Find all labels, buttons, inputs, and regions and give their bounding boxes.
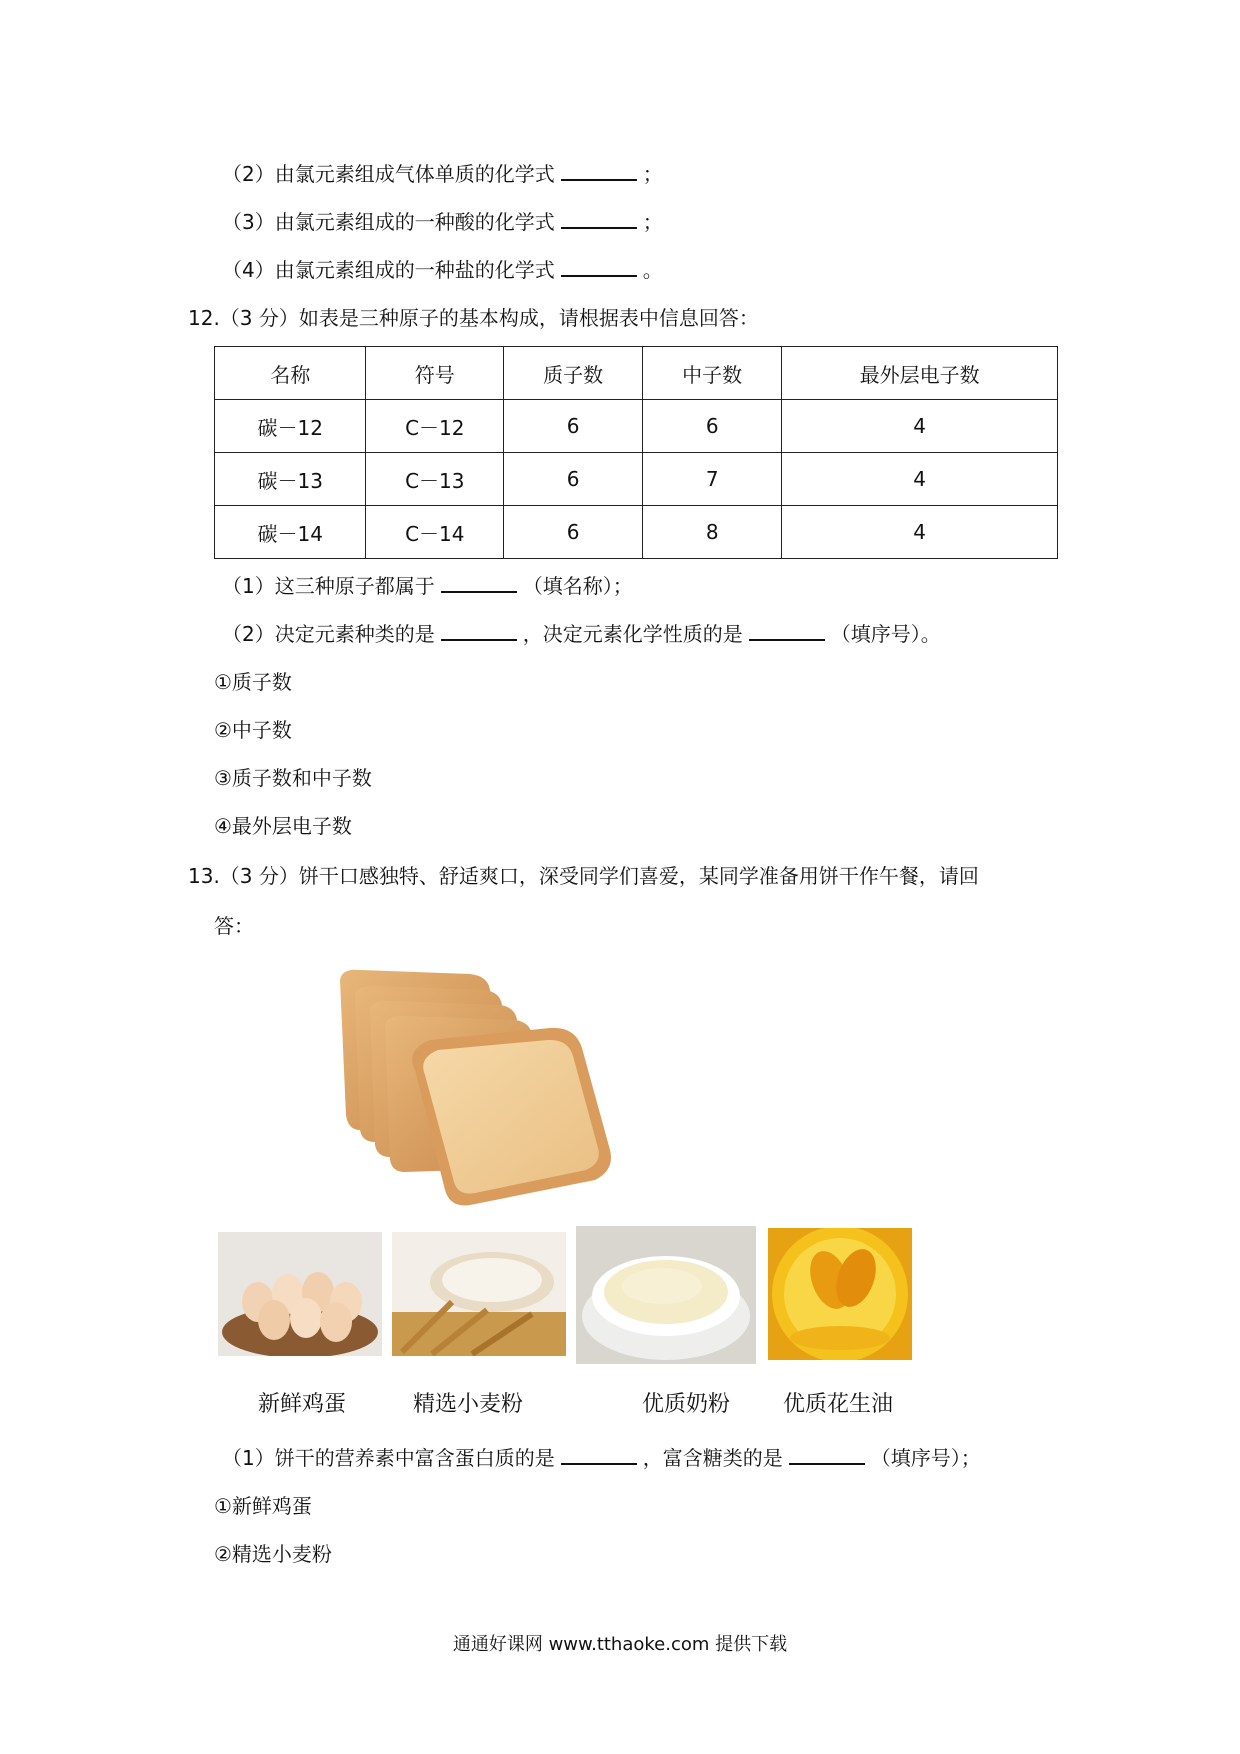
table-cell: 6 [504,506,643,559]
q12-sub2: （2）决定元素种类的是 ，决定元素化学性质的是 （填序号）。 [222,622,941,646]
table-cell: 碳－13 [215,453,366,506]
q13-option-1: ①新鲜鸡蛋 [214,1494,312,1518]
table-header-cell: 中子数 [643,347,782,400]
caption-peanut-oil: 优质花生油 [783,1392,894,1417]
q13-option-2: ②精选小麦粉 [214,1542,332,1566]
table-cell: C－14 [366,506,504,559]
q12-stem: 12.（3 分）如表是三种原子的基本构成，请根据表中信息回答： [188,306,759,330]
table-row [215,453,1058,506]
table-cell: 7 [643,453,782,506]
q12-option-2: ②中子数 [214,718,292,742]
q11-item-3: （3）由氯元素组成的一种酸的化学式 ； [222,210,663,234]
table-row [215,400,1058,453]
wheat-flour-image [392,1232,566,1356]
table-cell: 4 [782,400,1058,453]
answer-blank[interactable] [561,161,637,181]
table-header-cell: 质子数 [504,347,643,400]
q13-stem-line1: 13.（3 分）饼干口感独特、舒适爽口，深受同学们喜爱，某同学准备用饼干作午餐，请回 [188,864,979,888]
answer-blank[interactable] [561,257,637,277]
answer-blank[interactable] [789,1445,865,1465]
table-cell: 碳－12 [215,400,366,453]
table-cell: C－12 [366,400,504,453]
answer-blank[interactable] [749,621,825,641]
eggs-image [218,1232,382,1356]
q12-option-4: ④最外层电子数 [214,814,352,838]
q13-stem-line2: 答： [214,914,254,938]
q12-option-3: ③质子数和中子数 [214,766,372,790]
table-header-row [215,347,1058,400]
caption-milk-powder: 优质奶粉 [642,1392,731,1417]
q12-sub1: （1）这三种原子都属于 （填名称）； [222,574,633,598]
table-cell: 8 [643,506,782,559]
answer-blank[interactable] [441,621,517,641]
answer-blank[interactable] [561,1445,637,1465]
table-row [215,506,1058,559]
milk-powder-image [576,1226,756,1364]
atom-table [214,346,1058,559]
biscuit-image [320,960,640,1220]
page-footer: 通通好课网 www.tthaoke.com 提供下载 [452,1634,788,1655]
table-header-cell: 最外层电子数 [782,347,1058,400]
caption-wheat-flour: 精选小麦粉 [413,1392,524,1417]
answer-blank[interactable] [441,573,517,593]
caption-eggs: 新鲜鸡蛋 [258,1392,347,1417]
table-cell: 4 [782,506,1058,559]
table-cell: 4 [782,453,1058,506]
peanut-oil-image [768,1228,912,1360]
q13-sub1: （1）饼干的营养素中富含蛋白质的是 ，富含糖类的是 （填序号）； [222,1446,981,1470]
q11-item-2: （2）由氯元素组成气体单质的化学式 ； [222,162,663,186]
table-cell: 碳－14 [215,506,366,559]
table-cell: C－13 [366,453,504,506]
q11-item-4: （4）由氯元素组成的一种盐的化学式 。 [222,258,663,282]
table-cell: 6 [504,400,643,453]
table-cell: 6 [643,400,782,453]
q12-option-1: ①质子数 [214,670,292,694]
answer-blank[interactable] [561,209,637,229]
table-header-cell: 符号 [366,347,504,400]
table-cell: 6 [504,453,643,506]
table-header-cell: 名称 [215,347,366,400]
